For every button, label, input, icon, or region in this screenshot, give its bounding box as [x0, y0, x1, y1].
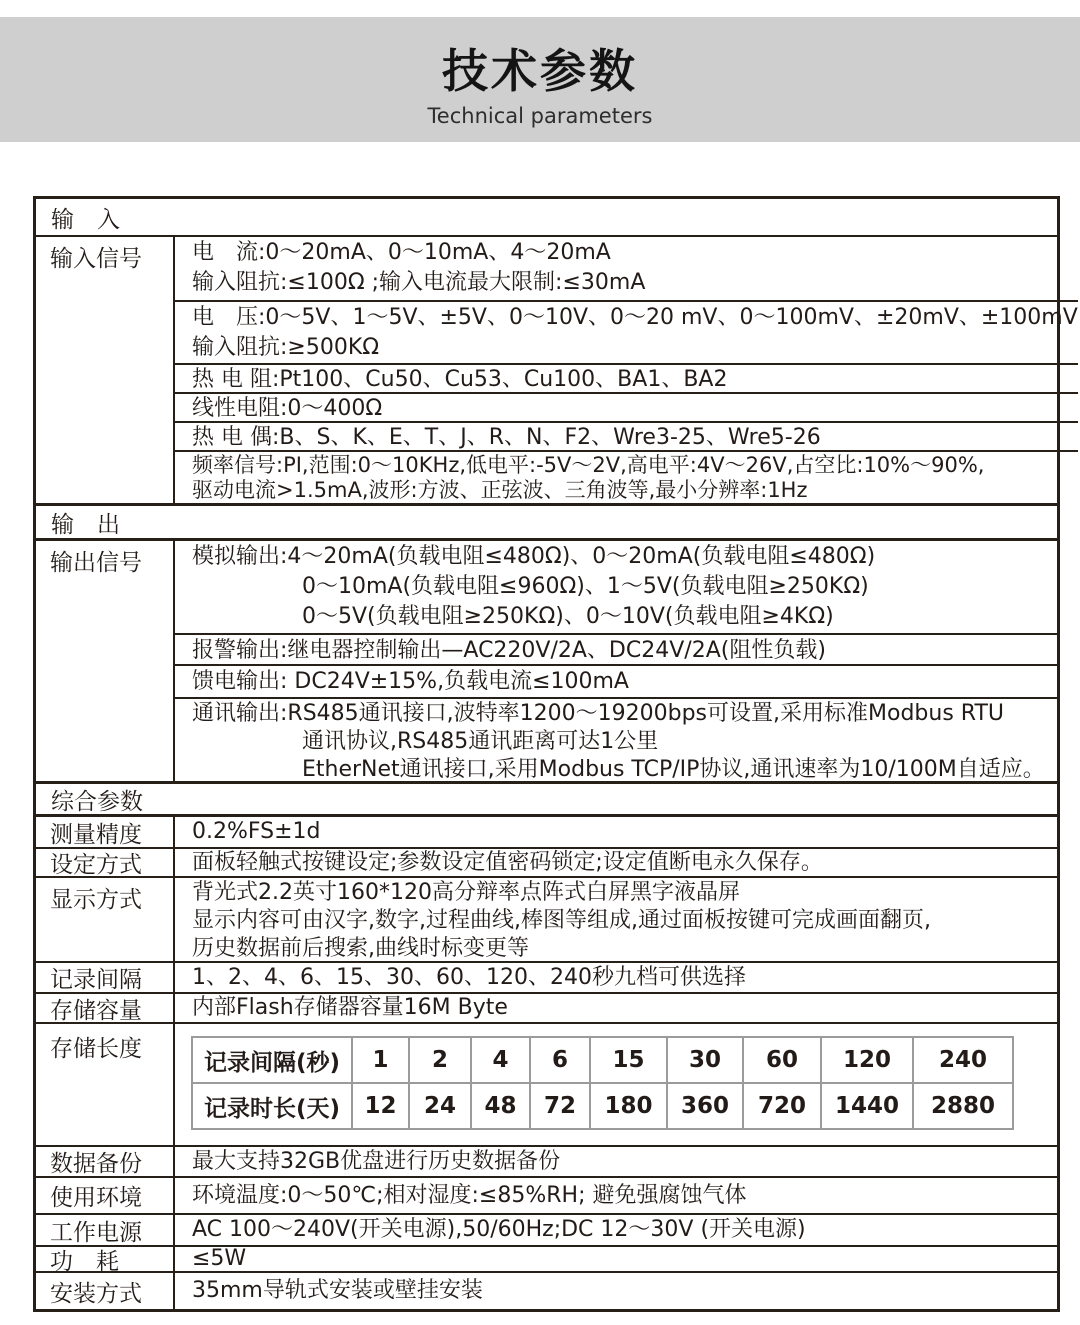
spec-line: 35mm导轨式安装或壁挂安装: [192, 1278, 483, 1303]
sub-row-thermocouple: [175, 421, 1078, 450]
spec-line: ≤5W: [192, 1246, 247, 1271]
input-signal-row: [36, 235, 1078, 503]
spec-line: 0～10mA(负载电阻≤960Ω)、1～5V(负载电阻≥250KΩ): [302, 574, 869, 599]
row-power-consumption: [36, 1245, 1057, 1275]
storage-cell: 2880: [913, 1083, 1013, 1129]
row-value: [175, 963, 1057, 992]
spec-line: 驱动电流>1.5mA,波形:方波、正弦波、三角波等,最小分辨率:1Hz: [192, 478, 808, 502]
output-signal-subrows: [175, 541, 1057, 781]
storage-cell: 15: [590, 1037, 667, 1083]
storage-cell: 1440: [821, 1083, 913, 1129]
row-label: 数据备份: [36, 1147, 175, 1176]
row-value: [175, 1178, 1057, 1213]
row-accuracy: [36, 814, 1057, 847]
row-storage-capacity: [36, 992, 1057, 1022]
row-label: 显示方式: [36, 878, 175, 961]
row-value: [175, 1247, 1057, 1271]
spec-line: 通讯输出:RS485通讯接口,波特率1200～19200bps可设置,采用标准Modbus RTU: [192, 701, 1005, 726]
spec-line: 馈电输出: DC24V±15%,负载电流≤100mA: [192, 669, 629, 694]
row-label: 工作电源: [36, 1215, 175, 1245]
row-storage-length: [36, 1022, 1057, 1145]
storage-cell: 24: [409, 1083, 471, 1129]
row-display-method: [36, 876, 1057, 961]
spec-line: 面板轻触式按键设定;参数设定值密码锁定;设定值断电永久保存。: [192, 849, 823, 875]
spec-line: 电 压:0～5V、1～5V、±5V、0～10V、0～20 mV、0～100mV、±20mV、±100mV: [192, 305, 1078, 330]
row-label: 测量精度: [36, 817, 175, 847]
sub-row-alarm-output: [175, 633, 1057, 664]
row-setting-method: [36, 847, 1057, 876]
storage-cell: 48: [471, 1083, 530, 1129]
spec-line: 最大支持32GB优盘进行历史数据备份: [192, 1148, 561, 1174]
row-label: 设定方式: [36, 849, 175, 876]
sub-row-analog-output: [175, 541, 1057, 633]
row-value: [175, 994, 1057, 1022]
storage-cell: 6: [530, 1037, 590, 1083]
section-title: 综合参数: [51, 788, 143, 815]
sub-row-rtd: [175, 363, 1078, 392]
input-signal-subrows: [175, 237, 1078, 503]
page-header: [0, 17, 1080, 142]
spec-line: 频率信号:PI,范围:0～10KHz,低电平:-5V～2V,高电平:4V～26V,占空比:10%～90%,: [192, 453, 985, 477]
row-label: 输出信号: [36, 541, 175, 781]
section-title: 输 入: [51, 206, 120, 233]
section-row-input: [36, 199, 1057, 235]
spec-line: 0～5V(负载电阻≥250KΩ)、0～10V(负载电阻≥4KΩ): [302, 604, 834, 629]
section-row-general: [36, 781, 1057, 814]
spec-line: 热 电 偶:B、S、K、E、T、J、R、N、F2、Wre3-25、Wre5-26: [192, 425, 821, 450]
spec-line: AC 100～240V(开关电源),50/60Hz;DC 12～30V (开关电源): [192, 1217, 806, 1242]
row-label: 输入信号: [36, 237, 175, 503]
storage-cell: 2: [409, 1037, 471, 1083]
sub-row-frequency: [175, 450, 1078, 503]
row-value: [175, 817, 1057, 847]
sub-row-feed-output: [175, 664, 1057, 697]
storage-cell: 240: [913, 1037, 1013, 1083]
spec-line: 显示内容可由汉字,数字,过程曲线,棒图等组成,通过面板按键可完成画面翻页,: [192, 908, 931, 933]
section-title: 输 出: [51, 511, 120, 538]
storage-table: [191, 1036, 1014, 1130]
page-subtitle: Technical parameters: [427, 104, 653, 128]
storage-cell: 记录间隔(秒): [192, 1037, 352, 1083]
storage-duration-row: [192, 1083, 1013, 1129]
storage-cell: 72: [530, 1083, 590, 1129]
storage-interval-row: [192, 1037, 1013, 1083]
spec-line: 0.2%FS±1d: [192, 819, 321, 844]
sub-row-comm-output: [175, 697, 1057, 781]
storage-cell: 12: [352, 1083, 409, 1129]
storage-cell: 记录时长(天): [192, 1083, 352, 1129]
spec-line: 通讯协议,RS485通讯距离可达1公里: [302, 729, 659, 754]
row-label: 记录间隔: [36, 963, 175, 992]
row-label: 存储长度: [36, 1024, 175, 1145]
storage-cell: 120: [821, 1037, 913, 1083]
storage-cell: 1: [352, 1037, 409, 1083]
spec-line: 报警输出:继电器控制输出—AC220V/2A、DC24V/2A(阻性负载): [192, 638, 826, 663]
spec-line: 背光式2.2英寸160*120高分辩率点阵式白屏黑字液晶屏: [192, 880, 740, 905]
storage-cell: 720: [743, 1083, 821, 1129]
page-title: 技术参数: [442, 44, 638, 98]
row-power-supply: [36, 1213, 1057, 1245]
storage-cell: 180: [590, 1083, 667, 1129]
storage-table-wrap: [175, 1024, 1057, 1145]
spec-line: 电 流:0～20mA、0～10mA、4～20mA: [192, 240, 611, 265]
row-label: 功 耗: [36, 1247, 175, 1271]
output-signal-row: [36, 538, 1057, 781]
row-installation: [36, 1271, 1057, 1309]
row-value: [175, 1215, 1057, 1245]
storage-cell: 360: [667, 1083, 743, 1129]
spec-line: 1、2、4、6、15、30、60、120、240秒九档可供选择: [192, 964, 746, 990]
sub-row-current: [175, 237, 1078, 300]
storage-cell: 60: [743, 1037, 821, 1083]
row-value: [175, 849, 1057, 876]
sub-row-voltage: [175, 300, 1078, 363]
spec-line: 热 电 阻:Pt100、Cu50、Cu53、Cu100、BA1、BA2: [192, 367, 728, 392]
row-record-interval: [36, 961, 1057, 992]
row-environment: [36, 1176, 1057, 1213]
sub-row-linear-resistance: [175, 392, 1078, 421]
spec-line: 模拟输出:4～20mA(负载电阻≤480Ω)、0～20mA(负载电阻≤480Ω): [192, 544, 876, 569]
spec-line: 线性电阻:0～400Ω: [192, 396, 383, 421]
row-label: 安装方式: [36, 1273, 175, 1309]
storage-cell: 4: [471, 1037, 530, 1083]
row-label: 存储容量: [36, 994, 175, 1022]
spec-line: 环境温度:0～50℃;相对湿度:≤85%RH; 避免强腐蚀气体: [192, 1182, 747, 1208]
spec-line: 历史数据前后搜索,曲线时标变更等: [192, 936, 529, 961]
spec-line: 输入阻抗:≥500KΩ: [192, 335, 380, 360]
row-value: [175, 1147, 1057, 1176]
storage-cell: 30: [667, 1037, 743, 1083]
spec-line: 内部Flash存储器容量16M Byte: [192, 995, 508, 1020]
spec-line: 输入阻抗:≤100Ω ;输入电流最大限制:≤30mA: [192, 270, 646, 295]
row-data-backup: [36, 1145, 1057, 1176]
section-row-output: [36, 503, 1057, 538]
spec-table: [33, 196, 1078, 1312]
spec-line: EtherNet通讯接口,采用Modbus TCP/IP协议,通讯速率为10/100M自适应。: [302, 757, 1045, 781]
row-value: [175, 1273, 1057, 1309]
row-label: 使用环境: [36, 1178, 175, 1213]
row-value: [175, 878, 1057, 961]
